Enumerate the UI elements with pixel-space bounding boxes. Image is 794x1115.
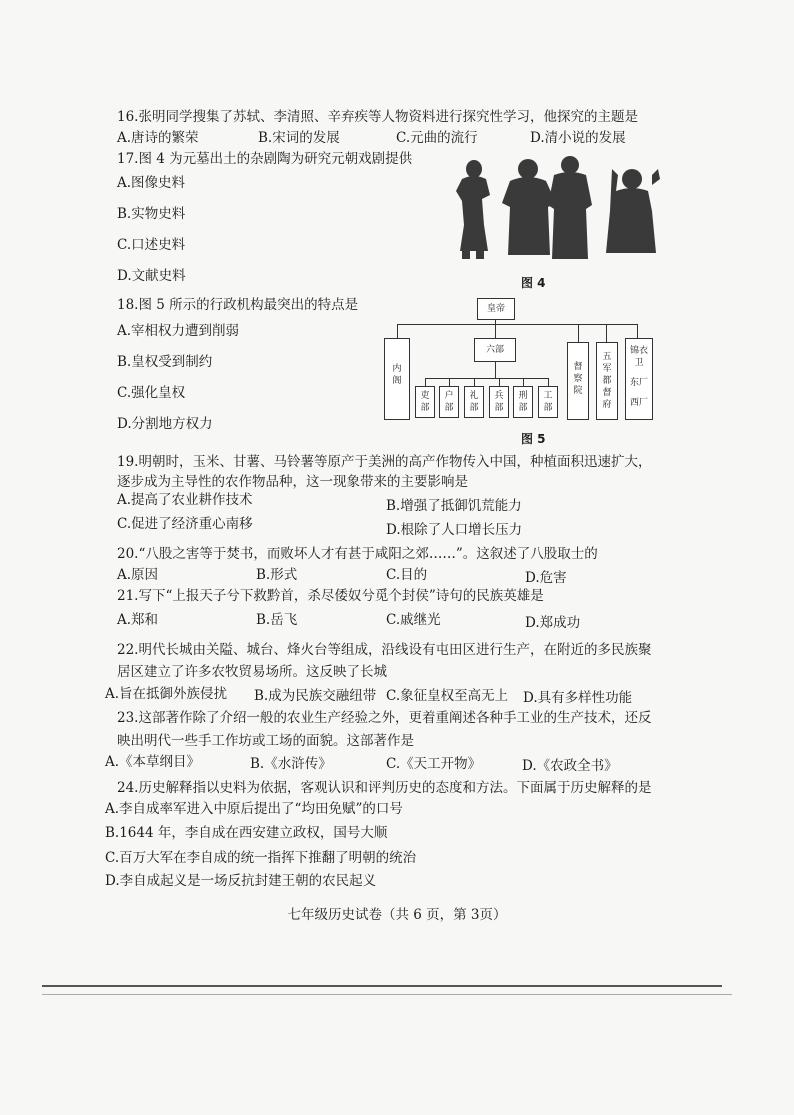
question-21-option-a: A.郑和 [117, 612, 159, 628]
question-17-option-b: B.实物史料 [117, 206, 186, 222]
question-22-stem-cont: 居区建立了许多农牧贸易场所。这反映了长城 [117, 664, 387, 680]
question-17-stem: 17.图 4 为元墓出土的杂剧陶为研究元朝戏剧提供 [117, 151, 413, 167]
org-duchayuan: 督 察 院 [567, 342, 589, 420]
question-24-option-a: A.李自成率军进入中原后提出了“均田免赋”的口号 [105, 801, 403, 817]
question-19-option-a: A.提高了农业耕作技术 [117, 492, 253, 508]
org-ministry-justice: 刑 部 [513, 386, 533, 418]
question-21-option-c: C.戚继光 [386, 612, 441, 628]
question-16-option-d: D.清小说的发展 [530, 130, 626, 146]
page-divider-shadow [42, 994, 732, 995]
org-jinyiwei-changs: 锦衣 卫 东厂 西厂 [625, 338, 653, 420]
org-ministry-hu: 户 部 [439, 386, 459, 418]
question-20-option-b: B.形式 [256, 567, 298, 583]
question-17-option-c: C.口述史料 [117, 237, 186, 253]
question-17-option-d: D.文献史料 [117, 268, 186, 284]
question-23-stem: 23.这部著作除了介绍一般的农业生产经验之外，更着重阐述各种手工业的生产技术，还反 [117, 710, 652, 726]
question-21-stem: 21.写下“上报天子兮下救黔首，杀尽倭奴兮觅个封侯”诗句的民族英雄是 [117, 588, 544, 604]
question-24-option-b: B.1644 年，李自成在西安建立政权，国号大顺 [105, 825, 388, 841]
org-wujun-dudufu: 五 军 都 督 府 [596, 342, 618, 420]
figure-5-caption: 图 5 [521, 432, 546, 446]
question-16-option-a: A.唐诗的繁荣 [117, 130, 199, 146]
question-22-stem: 22.明代长城由关隘、城台、烽火台等组成，沿线设有屯田区进行生产，在附近的多民族聚 [117, 642, 652, 658]
org-liubu: 六部 [474, 338, 516, 362]
figure-4-clay-figurines-image [452, 155, 664, 273]
question-20-stem: 20.“八股之害等于焚书，而败坏人才有甚于咸阳之郊……”。这叙述了八股取士的 [117, 546, 598, 562]
question-23-option-c: C.《天工开物》 [386, 756, 482, 772]
question-24-stem: 24.历史解释指以史料为依据，客观认识和评判历史的态度和方法。下面属于历史解释的是 [117, 780, 652, 796]
org-neige: 内 阁 [384, 338, 410, 420]
question-19-option-b: B.增强了抵御饥荒能力 [386, 498, 522, 514]
question-18-option-b: B.皇权受到制约 [117, 354, 213, 370]
question-17-option-a: A.图像史料 [117, 175, 186, 191]
question-19-option-d: D.根除了人口增长压力 [386, 522, 523, 538]
question-20-option-d: D.危害 [525, 570, 567, 586]
question-19-stem: 19.明朝时，玉米、甘薯、马铃薯等原产于美洲的高产作物传入中国，种植面积迅速扩大， [117, 454, 652, 470]
question-20-option-c: C.目的 [386, 567, 428, 583]
question-18-option-d: D.分割地方权力 [117, 416, 213, 432]
question-22-option-d: D.具有多样性功能 [523, 690, 633, 706]
question-18-option-c: C.强化皇权 [117, 385, 186, 401]
question-19-stem-cont: 逐步成为主导性的农作物品种，这一现象带来的主要影响是 [117, 474, 468, 490]
question-16-option-c: C.元曲的流行 [396, 130, 478, 146]
question-16-option-b: B.宋词的发展 [258, 130, 340, 146]
question-23-option-d: D.《农政全书》 [522, 758, 618, 774]
question-21-option-d: D.郑成功 [525, 615, 581, 631]
page-divider [42, 985, 722, 987]
question-22-option-a: A.旨在抵御外族侵扰 [105, 686, 228, 702]
org-ministry-works: 工 部 [538, 386, 558, 418]
question-24-option-d: D.李自成起义是一场反抗封建王朝的农民起义 [105, 873, 377, 889]
org-ministry-war: 兵 部 [489, 386, 509, 418]
question-24-option-c: C.百万大军在李自成的统一指挥下推翻了明朝的统治 [105, 850, 417, 866]
question-18-option-a: A.宰相权力遭到削弱 [117, 323, 240, 339]
org-ministry-li: 吏 部 [415, 386, 435, 418]
question-19-option-c: C.促进了经济重心南移 [117, 516, 253, 532]
question-23-option-a: A.《本草纲目》 [105, 754, 201, 770]
org-ministry-rites: 礼 部 [464, 386, 484, 418]
question-22-option-b: B.成为民族交融纽带 [254, 688, 377, 704]
org-emperor: 皇帝 [477, 298, 515, 320]
question-20-option-a: A.原因 [117, 567, 159, 583]
page-footer: 七年级历史试卷（共 6 页，第 3页） [287, 907, 507, 923]
question-23-option-b: B.《水浒传》 [250, 756, 332, 772]
figure-4-caption: 图 4 [521, 276, 546, 290]
question-21-option-b: B.岳飞 [256, 612, 298, 628]
question-22-option-c: C.象征皇权至高无上 [386, 688, 509, 704]
question-23-stem-cont: 映出明代一些手工作坊或工场的面貌。这部著作是 [117, 733, 414, 749]
question-16-stem: 16.张明同学搜集了苏轼、李清照、辛弃疾等人物资料进行探究性学习，他探究的主题是 [117, 109, 638, 125]
question-18-stem: 18.图 5 所示的行政机构最突出的特点是 [117, 297, 359, 313]
